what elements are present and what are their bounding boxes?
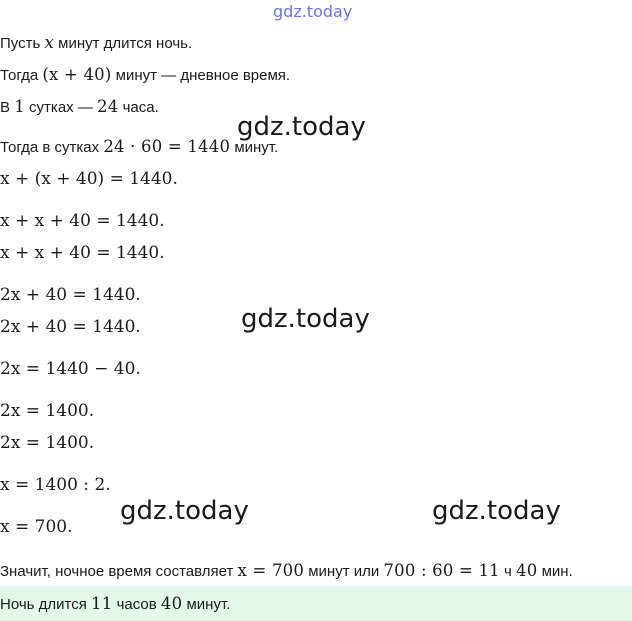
text: сутках — bbox=[24, 99, 97, 116]
equation-9: x = 1400 : 2. bbox=[0, 475, 111, 495]
equation-3: x + x + 40 = 1440. bbox=[0, 243, 165, 263]
text: В bbox=[0, 99, 15, 116]
math-number: 40 bbox=[160, 594, 183, 613]
equation-1: x + (x + 40) = 1440. bbox=[0, 169, 178, 189]
conclusion-line bbox=[0, 561, 573, 582]
math-number: 11 bbox=[91, 594, 113, 613]
watermark-1: gdz.today bbox=[237, 112, 366, 142]
text: Значит, ночное время составляет bbox=[0, 563, 238, 580]
text: мин. bbox=[537, 563, 573, 580]
equation-4: 2x + 40 = 1440. bbox=[0, 285, 141, 305]
text: минут. bbox=[230, 139, 279, 156]
equation-2: x + x + 40 = 1440. bbox=[0, 211, 165, 231]
text: Ночь длится bbox=[0, 596, 92, 613]
equation-6: 2x = 1440 − 40. bbox=[0, 359, 141, 379]
watermark-top: gdz.today bbox=[273, 2, 353, 21]
watermark-3: gdz.today bbox=[120, 496, 249, 526]
math-expression: 24 · 60 = 1440 bbox=[103, 137, 231, 156]
text-line-1 bbox=[0, 33, 192, 54]
watermark-4: gdz.today bbox=[432, 496, 561, 526]
math-expression: (x + 40) bbox=[42, 65, 112, 84]
math-number: 24 bbox=[97, 97, 119, 116]
math-expression: x = 700 bbox=[237, 561, 305, 580]
text: часов bbox=[112, 596, 161, 613]
text: минут или bbox=[304, 563, 384, 580]
text: Пусть bbox=[0, 35, 45, 52]
equation-5: 2x + 40 = 1440. bbox=[0, 317, 141, 337]
text: минут длится ночь. bbox=[53, 35, 193, 52]
math-variable: x bbox=[44, 33, 54, 52]
equation-7: 2x = 1400. bbox=[0, 401, 95, 421]
equation-8: 2x = 1400. bbox=[0, 433, 95, 453]
math-number: 1 bbox=[14, 97, 25, 116]
answer-line bbox=[0, 594, 230, 615]
watermark-2: gdz.today bbox=[241, 304, 370, 334]
equation-10: x = 700. bbox=[0, 517, 73, 537]
text: ч bbox=[499, 563, 517, 580]
math-expression: 700 : 60 = 11 bbox=[383, 561, 500, 580]
math-number: 40 bbox=[516, 561, 538, 580]
text-line-3 bbox=[0, 97, 159, 118]
text: часа. bbox=[118, 99, 159, 116]
text: Тогда bbox=[0, 67, 43, 84]
text: Тогда в сутках bbox=[0, 139, 104, 156]
text: минут. bbox=[182, 596, 231, 613]
text-line-2 bbox=[0, 65, 290, 86]
text: минут — дневное время. bbox=[111, 67, 291, 84]
